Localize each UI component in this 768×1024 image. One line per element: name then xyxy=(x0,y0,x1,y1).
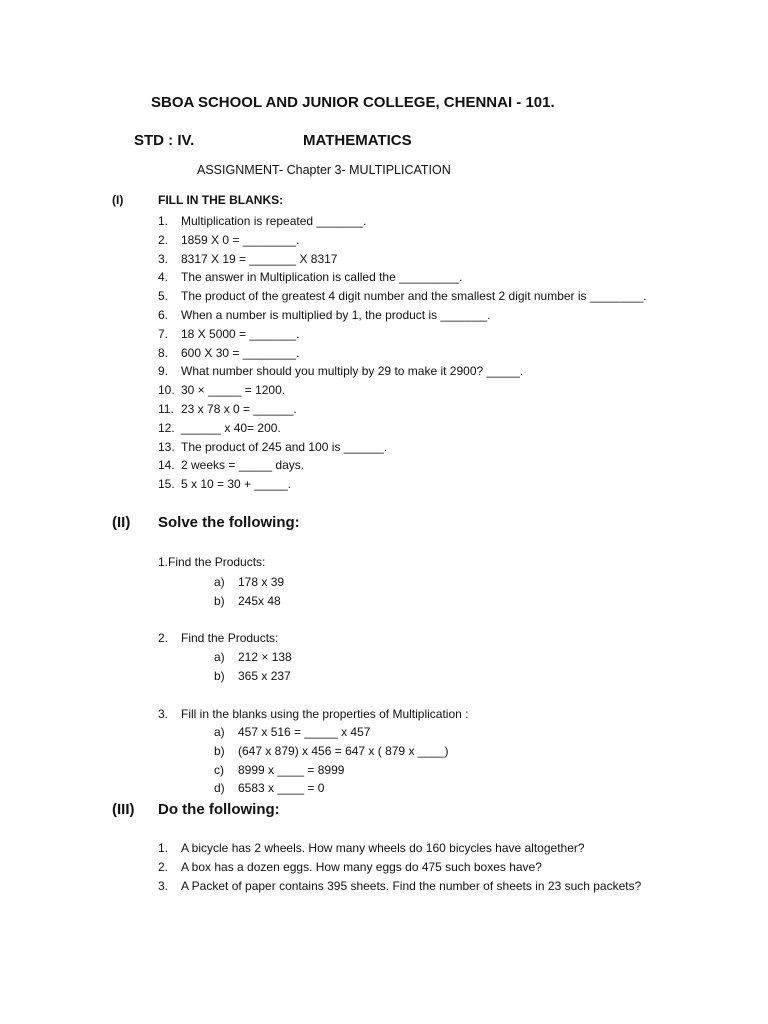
question-text: The answer in Multiplication is called the _________. xyxy=(181,270,463,285)
standard-label: STD : IV. xyxy=(134,132,195,149)
question-text: A bicycle has 2 wheels. How many wheels do 160 bicycles have altogether? xyxy=(181,841,585,855)
section-1-numeral: (I) xyxy=(112,193,124,207)
question-number: 5. xyxy=(158,289,169,304)
section-3-title: Do the following: xyxy=(158,801,280,818)
question-text: 600 X 30 = ________. xyxy=(181,345,300,360)
subject-title: MATHEMATICS xyxy=(303,132,412,149)
question-text: Multiplication is repeated _______. xyxy=(181,214,367,228)
question-number: 14. xyxy=(158,458,175,473)
assignment-title: ASSIGNMENT- Chapter 3- MULTIPLICATION xyxy=(197,163,451,177)
question-number: 4. xyxy=(158,270,169,285)
question-number: 3. xyxy=(158,879,169,893)
question-text: 23 x 78 x 0 = ______. xyxy=(181,402,297,416)
school-name: SBOA SCHOOL AND JUNIOR COLLEGE, CHENNAI - 101. xyxy=(151,94,555,111)
question-text: When a number is multiplied by 1, the product is _______. xyxy=(181,308,491,322)
question-text: What number should you multiply by 29 to make it 2900? _____. xyxy=(181,364,524,379)
section-3-numeral: (III) xyxy=(112,801,135,818)
section-2-title: Solve the following: xyxy=(158,514,300,531)
question-text: 8317 X 19 = _______ X 8317 xyxy=(181,251,338,266)
question-text: The product of 245 and 100 is ______. xyxy=(181,439,388,454)
question-number: 9. xyxy=(158,364,169,379)
question-number: 11. xyxy=(158,402,174,416)
question-text: 1859 X 0 = ________. xyxy=(181,232,300,247)
question-number: 10. xyxy=(158,383,175,398)
question-number: 1. xyxy=(158,214,169,228)
section-2-numeral: (II) xyxy=(112,514,131,531)
question-number: 15. xyxy=(158,477,175,492)
question-text: A box has a dozen eggs. How many eggs do 475 such boxes have? xyxy=(181,860,542,874)
question-1-label: 1.Find the Products: xyxy=(158,555,266,569)
question-number: 7. xyxy=(158,326,169,341)
question-text: A Packet of paper contains 395 sheets. Find the number of sheets in 23 such packets? xyxy=(181,879,642,893)
question-number: 2. xyxy=(158,860,169,874)
question-number: 8. xyxy=(158,345,169,360)
question-text: 18 X 5000 = _______. xyxy=(181,326,300,341)
question-text: ______ x 40= 200. xyxy=(181,420,281,435)
question-number: 2. xyxy=(158,232,169,247)
question-number: 3. xyxy=(158,251,169,266)
section-1-title: FILL IN THE BLANKS: xyxy=(158,193,284,207)
question-number: 1. xyxy=(158,841,169,855)
question-text: 5 x 10 = 30 + _____. xyxy=(181,477,292,492)
question-number: 6. xyxy=(158,308,169,322)
question-text: 30 × _____ = 1200. xyxy=(181,383,286,398)
question-number: 13. xyxy=(158,439,175,454)
question-text: The product of the greatest 4 digit number and the smallest 2 digit number is ________. xyxy=(181,289,647,304)
question-text: 2 weeks = _____ days. xyxy=(181,458,305,473)
question-number: 12. xyxy=(158,420,175,435)
